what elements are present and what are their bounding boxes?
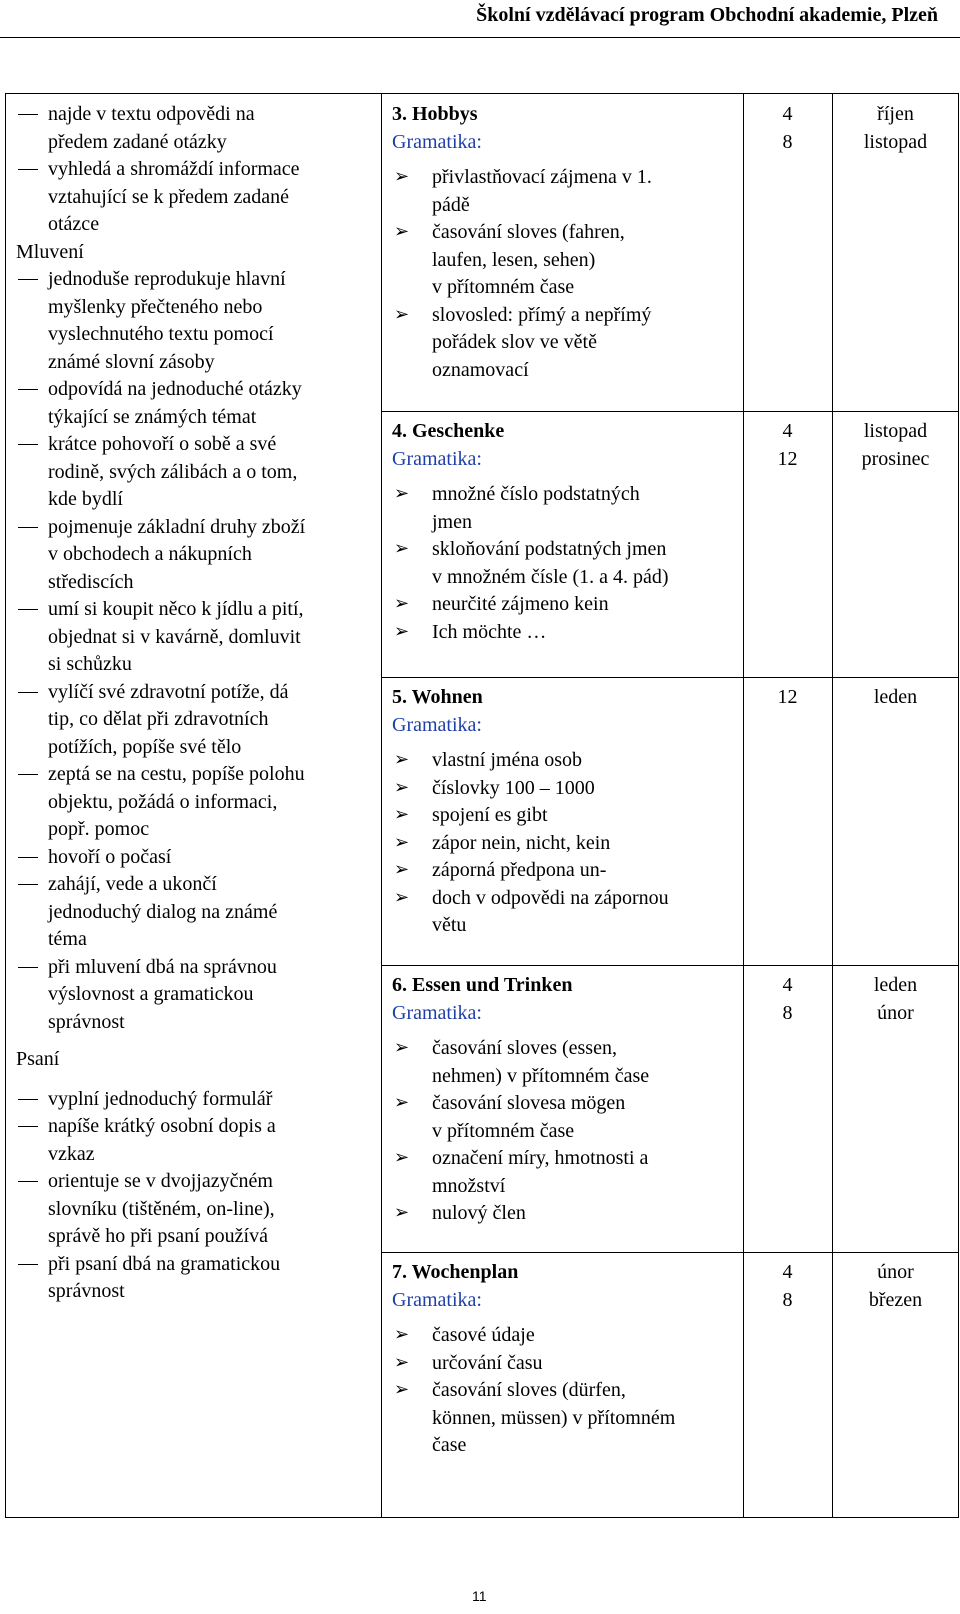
topic-title: 5. Wohnen bbox=[392, 686, 483, 708]
hours-value: 8 bbox=[782, 1001, 793, 1024]
grammar-item-line: skloňování podstatných jmen bbox=[432, 538, 667, 560]
grammar-item-line: časování slovesa mögen bbox=[432, 1092, 626, 1114]
arrow-bullet-icon: ➢ bbox=[394, 1092, 410, 1113]
grammar-label: Gramatika: bbox=[392, 130, 482, 153]
dash-bullet bbox=[18, 692, 38, 693]
outcome-line: vyplní jednoduchý formulář bbox=[48, 1087, 273, 1110]
hours-value: 8 bbox=[782, 1288, 793, 1311]
hours-value: 4 bbox=[782, 1261, 793, 1283]
outcome-line: objednat si v kavárně, domluvit bbox=[48, 625, 301, 648]
outcome-line: týkající se známých témat bbox=[48, 405, 257, 428]
outcome-line: slovníku (tištěném, on-line), bbox=[48, 1197, 275, 1220]
outcome-line: vyslechnutého textu pomocí bbox=[48, 323, 274, 345]
grammar-item-line: neurčité zájmeno kein bbox=[432, 593, 609, 615]
grammar-label: Gramatika: bbox=[392, 447, 482, 470]
grammar-item-line: množné číslo podstatných bbox=[432, 483, 640, 505]
outcome-line: správnost bbox=[48, 1010, 125, 1033]
dash-bullet bbox=[18, 967, 38, 968]
hours-value: 4 bbox=[782, 974, 793, 996]
month-value: listopad bbox=[863, 130, 928, 153]
outcome-line: správě ho při psaní používá bbox=[48, 1225, 268, 1247]
grammar-item-line: záporná předpona un- bbox=[432, 859, 607, 881]
outcome-line: si schůzku bbox=[48, 653, 132, 675]
dash-bullet bbox=[18, 114, 38, 115]
grammar-item-line: čase bbox=[432, 1434, 467, 1456]
hours-value: 4 bbox=[782, 103, 793, 125]
arrow-bullet-icon: ➢ bbox=[394, 1147, 410, 1168]
grammar-item-line: können, müssen) v přítomném bbox=[432, 1406, 676, 1429]
outcome-line: zeptá se na cestu, popíše polohu bbox=[48, 763, 305, 785]
outcome-line: otázce bbox=[48, 213, 100, 235]
grammar-item-line: spojení es gibt bbox=[432, 804, 548, 826]
grammar-label: Gramatika: bbox=[392, 713, 482, 736]
outcome-line: hovoří o počasí bbox=[48, 845, 172, 868]
arrow-bullet-icon: ➢ bbox=[394, 303, 410, 325]
grammar-item-line: označení míry, hmotnosti a bbox=[432, 1147, 649, 1169]
row-divider bbox=[381, 677, 959, 678]
arrow-bullet-icon: ➢ bbox=[394, 593, 410, 614]
topic-title: 4. Geschenke bbox=[392, 420, 505, 442]
grammar-item-line: slovosled: přímý a nepřímý bbox=[432, 303, 652, 326]
curriculum-table bbox=[5, 93, 959, 1518]
outcome-line: při psaní dbá na gramatickou bbox=[48, 1252, 281, 1275]
outcome-line: v obchodech a nákupních bbox=[48, 543, 252, 565]
grammar-item-line: časování sloves (fahren, bbox=[432, 221, 625, 243]
grammar-item-line: jmen bbox=[432, 510, 472, 533]
arrow-bullet-icon: ➢ bbox=[394, 1379, 410, 1400]
outcome-line: vztahující se k předem zadané bbox=[48, 185, 289, 208]
outcome-line: krátce pohovoří o sobě a své bbox=[48, 433, 277, 455]
grammar-item-line: pořádek slov ve větě bbox=[432, 331, 597, 353]
column-divider bbox=[381, 94, 382, 1517]
grammar-item-line: pádě bbox=[432, 193, 470, 216]
grammar-item-line: doch v odpovědi na zápornou bbox=[432, 886, 669, 909]
outcome-line: umí si koupit něco k jídlu a pití, bbox=[48, 598, 304, 620]
grammar-item-line: číslovky 100 – 1000 bbox=[432, 776, 595, 799]
outcome-line: pojmenuje základní druhy zboží bbox=[48, 515, 306, 538]
grammar-item-line: laufen, lesen, sehen) bbox=[432, 248, 596, 271]
outcome-line: myšlenky přečteného nebo bbox=[48, 295, 263, 318]
outcome-line: napíše krátký osobní dopis a bbox=[48, 1115, 276, 1137]
dash-bullet bbox=[18, 884, 38, 885]
outcome-line: jednoduše reprodukuje hlavní bbox=[48, 268, 286, 290]
outcome-line: potížích, popíše své tělo bbox=[48, 735, 242, 758]
grammar-item-line: nulový člen bbox=[432, 1202, 526, 1224]
month-value: únor bbox=[877, 1001, 914, 1024]
outcome-line: při mluvení dbá na správnou bbox=[48, 955, 277, 978]
outcome-line: objektu, požádá o informaci, bbox=[48, 790, 278, 813]
arrow-bullet-icon: ➢ bbox=[394, 1037, 410, 1058]
outcome-line: orientuje se v dvojjazyčném bbox=[48, 1170, 273, 1192]
month-value: listopad bbox=[863, 420, 928, 442]
dash-bullet bbox=[18, 1126, 38, 1127]
outcome-line: správnost bbox=[48, 1280, 125, 1302]
section-heading-speaking: Mluvení bbox=[16, 240, 84, 263]
outcome-line: popř. pomoc bbox=[48, 818, 150, 840]
grammar-item-line: časování sloves (dürfen, bbox=[432, 1379, 626, 1401]
dash-bullet bbox=[18, 527, 38, 528]
outcome-line: vylíčí své zdravotní potíže, dá bbox=[48, 680, 289, 703]
outcome-line: zahájí, vede a ukončí bbox=[48, 873, 217, 895]
grammar-item-line: v přítomném čase bbox=[432, 276, 575, 298]
outcome-line: známé slovní zásoby bbox=[48, 350, 215, 373]
month-value: únor bbox=[877, 1261, 914, 1283]
month-value: prosinec bbox=[861, 447, 930, 470]
dash-bullet bbox=[18, 857, 38, 858]
arrow-bullet-icon: ➢ bbox=[394, 166, 410, 187]
hours-value: 8 bbox=[782, 130, 793, 153]
arrow-bullet-icon: ➢ bbox=[394, 538, 410, 559]
month-value: říjen bbox=[877, 103, 914, 125]
dash-bullet bbox=[18, 279, 38, 280]
row-divider bbox=[381, 1252, 959, 1253]
grammar-item-line: zápor nein, nicht, kein bbox=[432, 831, 611, 854]
hours-value: 12 bbox=[777, 447, 798, 470]
grammar-item-line: oznamovací bbox=[432, 358, 529, 381]
arrow-bullet-icon: ➢ bbox=[394, 859, 410, 880]
dash-bullet bbox=[18, 389, 38, 390]
grammar-item-line: časování sloves (essen, bbox=[432, 1037, 617, 1059]
month-value: leden bbox=[873, 686, 918, 708]
outcome-line: jednoduchý dialog na známé bbox=[48, 900, 278, 923]
grammar-label: Gramatika: bbox=[392, 1288, 482, 1311]
outcome-line: téma bbox=[48, 928, 87, 950]
section-heading-writing: Psaní bbox=[16, 1048, 60, 1070]
dash-bullet bbox=[18, 444, 38, 445]
month-value: březen bbox=[868, 1288, 923, 1311]
topic-title: 6. Essen und Trinken bbox=[392, 974, 573, 996]
grammar-item-line: větu bbox=[432, 914, 467, 936]
month-value: leden bbox=[873, 974, 918, 996]
outcome-line: rodině, svých zálibách a o tom, bbox=[48, 460, 298, 483]
arrow-bullet-icon: ➢ bbox=[394, 804, 410, 825]
header-divider bbox=[0, 37, 960, 38]
arrow-bullet-icon: ➢ bbox=[394, 749, 410, 770]
arrow-bullet-icon: ➢ bbox=[394, 1202, 410, 1223]
topic-title: 7. Wochenplan bbox=[392, 1261, 519, 1283]
arrow-bullet-icon: ➢ bbox=[394, 1324, 410, 1345]
outcome-line: střediscích bbox=[48, 570, 134, 593]
dash-bullet bbox=[18, 1181, 38, 1182]
outcome-line: předem zadané otázky bbox=[48, 130, 227, 153]
dash-bullet bbox=[18, 1099, 38, 1100]
grammar-item-line: v množném čísle (1. a 4. pád) bbox=[432, 565, 669, 588]
outcome-line: vzkaz bbox=[48, 1142, 95, 1165]
arrow-bullet-icon: ➢ bbox=[394, 1351, 410, 1373]
page-header-title: Školní vzdělávací program Obchodní akademie, Plzeň bbox=[476, 4, 938, 26]
grammar-item-line: nehmen) v přítomném čase bbox=[432, 1064, 650, 1087]
grammar-item-line: Ich möchte … bbox=[432, 620, 547, 643]
arrow-bullet-icon: ➢ bbox=[394, 886, 410, 908]
outcome-line: tip, co dělat při zdravotních bbox=[48, 708, 269, 730]
row-divider bbox=[381, 411, 959, 412]
dash-bullet bbox=[18, 1264, 38, 1265]
page-number: 11 bbox=[472, 1588, 487, 1604]
arrow-bullet-icon: ➢ bbox=[394, 483, 410, 504]
arrow-bullet-icon: ➢ bbox=[394, 620, 410, 642]
dash-bullet bbox=[18, 774, 38, 775]
arrow-bullet-icon: ➢ bbox=[394, 831, 410, 853]
outcome-line: výslovnost a gramatickou bbox=[48, 983, 254, 1005]
outcome-line: vyhledá a shromáždí informace bbox=[48, 158, 300, 180]
topic-title: 3. Hobbys bbox=[392, 103, 478, 125]
grammar-item-line: přivlastňovací zájmena v 1. bbox=[432, 166, 652, 188]
arrow-bullet-icon: ➢ bbox=[394, 776, 410, 798]
outcome-line: najde v textu odpovědi na bbox=[48, 103, 255, 125]
grammar-item-line: časové údaje bbox=[432, 1324, 535, 1346]
outcome-line: kde bydlí bbox=[48, 488, 123, 510]
hours-value: 12 bbox=[777, 686, 798, 708]
dash-bullet bbox=[18, 169, 38, 170]
grammar-item-line: vlastní jména osob bbox=[432, 749, 582, 771]
grammar-item-line: určování času bbox=[432, 1351, 543, 1374]
arrow-bullet-icon: ➢ bbox=[394, 221, 410, 242]
hours-value: 4 bbox=[782, 420, 793, 442]
dash-bullet bbox=[18, 609, 38, 610]
row-divider bbox=[381, 965, 959, 966]
outcome-line: odpovídá na jednoduché otázky bbox=[48, 378, 302, 400]
grammar-item-line: množství bbox=[432, 1174, 506, 1197]
grammar-label: Gramatika: bbox=[392, 1001, 482, 1024]
grammar-item-line: v přítomném čase bbox=[432, 1119, 575, 1142]
